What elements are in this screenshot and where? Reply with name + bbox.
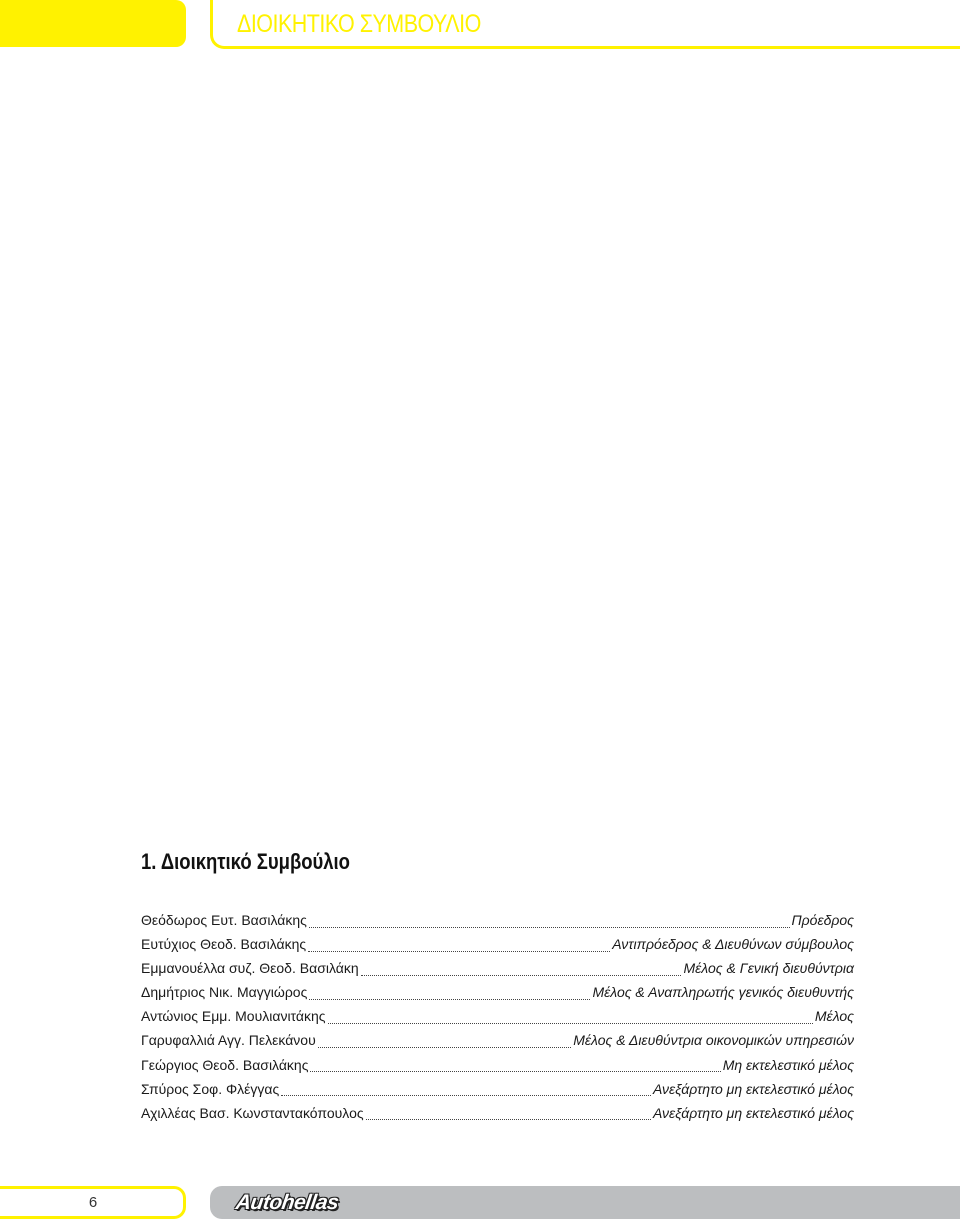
header-accent-block <box>0 0 186 47</box>
member-role: Μέλος & Γενική διευθύντρια <box>683 960 854 977</box>
list-item <box>141 912 854 936</box>
member-name: Ευτύχιος Θεοδ. Βασιλάκης <box>141 936 307 953</box>
member-role: Μέλος & Διευθύντρια οικονομικών υπηρεσιών <box>573 1032 854 1049</box>
page-title: ΔΙΟΙΚΗΤΙΚΟ ΣΥΜΒΟΥΛΙΟ <box>237 10 481 38</box>
member-role: Ανεξάρτητο μη εκτελεστικό μέλος <box>652 1080 854 1097</box>
dot-leader <box>309 917 790 928</box>
dot-leader <box>281 1085 651 1096</box>
dot-leader <box>318 1037 571 1048</box>
member-name: Σπύρος Σοφ. Φλέγγας <box>141 1080 280 1097</box>
dot-leader <box>328 1013 813 1024</box>
dot-leader <box>310 1061 720 1072</box>
list-item <box>141 1105 854 1129</box>
autohellas-logo: Autohellas <box>234 1191 340 1214</box>
member-role: Μη εκτελεστικό μέλος <box>722 1056 854 1073</box>
member-name: Αντώνιος Εμμ. Μουλιανιτάκης <box>141 1008 326 1025</box>
member-name: Θεόδωρος Ευτ. Βασιλάκης <box>141 912 307 928</box>
list-item <box>141 1032 854 1056</box>
page-number: 6 <box>88 1194 98 1211</box>
list-item <box>141 1008 854 1032</box>
list-item <box>141 1081 854 1105</box>
member-name: Γεώργιος Θεοδ. Βασιλάκης <box>141 1056 309 1073</box>
list-item <box>141 984 854 1008</box>
member-role: Πρόεδρος <box>791 912 854 928</box>
member-role: Ανεξάρτητο μη εκτελεστικό μέλος <box>652 1104 854 1121</box>
member-name: Δημήτριος Νικ. Μαγγιώρος <box>141 984 308 1001</box>
dot-leader <box>309 989 590 1000</box>
member-name: Εμμανουέλλα συζ. Θεοδ. Βασιλάκη <box>141 960 359 977</box>
board-members-list <box>141 912 854 1129</box>
member-role: Μέλος <box>814 1008 854 1025</box>
member-name: Αχιλλέας Βασ. Κωνσταντακόπουλος <box>141 1104 364 1121</box>
member-name: Γαρυφαλλιά Αγγ. Πελεκάνου <box>141 1032 316 1049</box>
dot-leader <box>366 1109 651 1120</box>
member-role: Μέλος & Αναπληρωτής γενικός διευθυντής <box>592 984 854 1001</box>
list-item <box>141 1057 854 1081</box>
section-title: 1. Διοικητικό Συμβούλιο <box>141 849 350 874</box>
list-item <box>141 960 854 984</box>
dot-leader <box>361 965 682 976</box>
member-role: Αντιπρόεδρος & Διευθύνων σύμβουλος <box>612 936 854 953</box>
list-item <box>141 936 854 960</box>
dot-leader <box>308 941 610 952</box>
